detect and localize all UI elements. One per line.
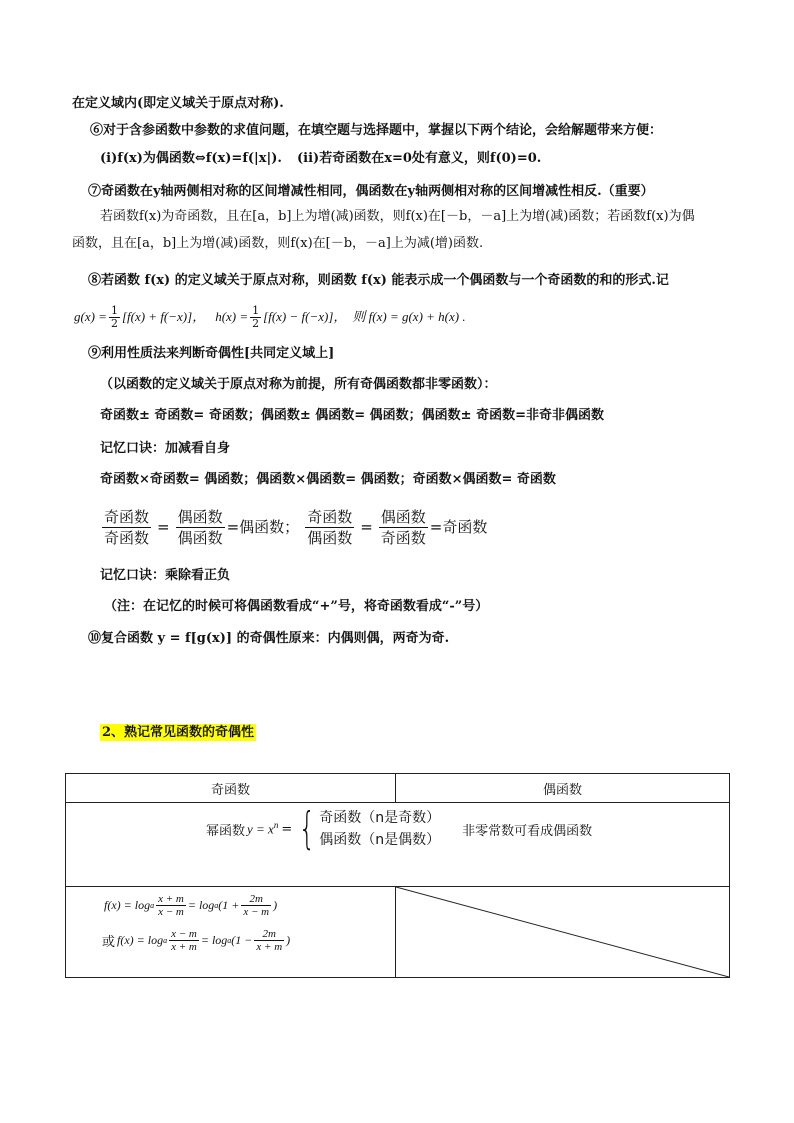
diagonal-line <box>396 887 729 977</box>
division-rules <box>100 505 487 549</box>
log-lhs: f(x) = log <box>117 933 164 947</box>
text-line: 函数，且在[a，b]上为增(减)函数，则f(x)在[－b，－a]上为减(增)函数. <box>72 236 484 251</box>
close-paren: ) <box>273 898 278 912</box>
fraction-numerator: 偶函数 <box>177 507 223 526</box>
fraction-denominator: x + m <box>171 941 197 953</box>
text-line: 奇函数± 奇函数= 奇函数；偶函数± 偶函数= 偶函数；偶函数± 奇函数=非奇非偶函数 <box>100 408 604 423</box>
h-expr: [f(x) − f(−x)]， <box>263 309 347 324</box>
section-title <box>100 724 256 742</box>
fraction <box>254 928 284 953</box>
fraction-denominator: 2 <box>252 316 260 330</box>
text-line: 若函数f(x)为奇函数，且在[a，b]上为增(减)函数，则f(x)在[－b，－a]上为增(减)函数；若函数f(x)为偶 <box>100 209 695 224</box>
equals-sign: = <box>360 518 373 536</box>
fraction-numerator: 1 <box>252 303 260 317</box>
table-row <box>66 803 730 887</box>
log-base: a <box>150 901 155 910</box>
log-formula-1 <box>104 893 395 918</box>
log-base: a <box>214 901 219 910</box>
fraction-numerator: 2m <box>241 893 271 906</box>
log-base: a <box>163 936 168 945</box>
division-result: =奇函数 <box>429 518 488 536</box>
power-base: y = x <box>247 821 274 837</box>
power-label: 幂函数 <box>206 823 246 839</box>
fraction-denominator: 2 <box>110 316 118 330</box>
decomposition-formula <box>74 300 466 334</box>
table-header-odd: 奇函数 <box>66 774 396 803</box>
fraction <box>102 507 151 548</box>
table-header-even: 偶函数 <box>396 774 730 803</box>
fraction <box>156 893 186 918</box>
fraction-numerator: x + m <box>158 893 184 905</box>
table-header-row <box>66 774 730 803</box>
left-brace: { <box>298 803 316 854</box>
fraction-denominator: x + m <box>256 941 283 953</box>
conclusion-i: (i)f(x)为偶函数⇔f(x)=f(|x|). <box>100 151 282 166</box>
fraction <box>379 507 428 548</box>
fraction-denominator: 奇函数 <box>104 528 150 547</box>
log-mid: = log <box>187 898 215 912</box>
log-mid: = log <box>200 933 228 947</box>
log-function-cell <box>66 887 396 978</box>
log-tail: (1 − <box>231 933 253 947</box>
fraction-denominator: x − m <box>158 906 184 918</box>
section-title-text: 2、熟记常见函数的奇偶性 <box>102 725 255 740</box>
fraction-numerator: 奇函数 <box>104 507 150 526</box>
text-line: ⑥对于含参函数中参数的求值问题，在填空题与选择题中，掌握以下两个结论，会给解题带来方便： <box>90 123 663 138</box>
power-function-cell <box>66 803 730 887</box>
fraction-denominator: 偶函数 <box>177 528 223 547</box>
fraction-numerator: 2m <box>254 928 284 941</box>
conclusion-ii: (ii)若奇函数在x=0处有意义，则f(0)=0. <box>297 151 542 166</box>
sum-expr: 则 f(x) = g(x) + h(x) . <box>352 309 466 324</box>
log-tail: (1 + <box>218 898 240 912</box>
g-def: g(x) = <box>74 309 107 324</box>
half-fraction <box>109 305 120 330</box>
fraction-denominator: x − m <box>243 906 270 918</box>
fraction <box>169 928 199 953</box>
power-exponent: n <box>273 820 279 831</box>
or-label: 或 <box>102 935 116 950</box>
empty-diagonal-cell <box>396 887 730 978</box>
case-odd: 奇函数（n是奇数） <box>319 810 441 826</box>
log-lhs: f(x) = log <box>104 898 151 912</box>
table-row <box>66 887 730 978</box>
fraction-numerator: 奇函数 <box>307 507 353 526</box>
power-cases <box>319 807 440 851</box>
division-result: =偶函数； <box>226 518 300 536</box>
text-line <box>100 150 541 168</box>
power-expr <box>247 820 278 837</box>
case-even: 偶函数（n是偶数） <box>319 832 441 848</box>
text-line: （注：在记忆的时候可将偶函数看成“+”号，将奇函数看成“-”号） <box>104 599 489 614</box>
fraction-numerator: 偶函数 <box>380 507 426 526</box>
fraction <box>305 507 354 548</box>
log-formula-2 <box>102 928 395 953</box>
text-line: 在定义域内(即定义域关于原点对称). <box>72 96 284 111</box>
text-line: 记忆口诀：乘除看正负 <box>100 568 231 583</box>
power-function-row <box>206 803 729 854</box>
half-fraction <box>250 305 261 330</box>
h-def: h(x) = <box>215 309 249 324</box>
fraction-denominator: 偶函数 <box>307 528 353 547</box>
text-line: 奇函数×奇函数= 偶函数；偶函数×偶函数= 偶函数；奇函数×偶函数= 奇函数 <box>100 472 556 487</box>
g-expr: [f(x) + f(−x)]， <box>121 309 206 324</box>
text-line: ⑧若函数 f(x) 的定义域关于原点对称，则函数 f(x) 能表示成一个偶函数与一个奇函数的和的形式.记 <box>88 273 669 288</box>
fraction-denominator: 奇函数 <box>380 528 426 547</box>
fraction-numerator: x − m <box>171 928 197 940</box>
equals-sign: = <box>157 518 170 536</box>
fraction <box>241 893 271 918</box>
log-base: a <box>227 936 232 945</box>
fraction <box>176 507 225 548</box>
text-line: ⑨利用性质法来判断奇偶性[共同定义域上] <box>88 346 335 361</box>
text-line: （以函数的定义域关于原点对称为前提，所有奇偶函数都非零函数）： <box>100 377 497 392</box>
text-line: ⑦奇函数在y轴两侧相对称的区间增减性相同，偶函数在y轴两侧相对称的区间增减性相反.（重要） <box>88 184 654 199</box>
text-line: ⑩复合函数 y = f[g(x)] 的奇偶性原来：内偶则偶，两奇为奇. <box>88 631 450 646</box>
equals-sign: = <box>281 821 293 837</box>
text-line: 记忆口诀：加减看自身 <box>100 441 231 456</box>
parity-table <box>65 773 730 978</box>
fraction-numerator: 1 <box>110 303 118 317</box>
close-paren: ) <box>286 933 291 947</box>
nonzero-note: 非零常数可看成偶函数 <box>462 823 593 839</box>
